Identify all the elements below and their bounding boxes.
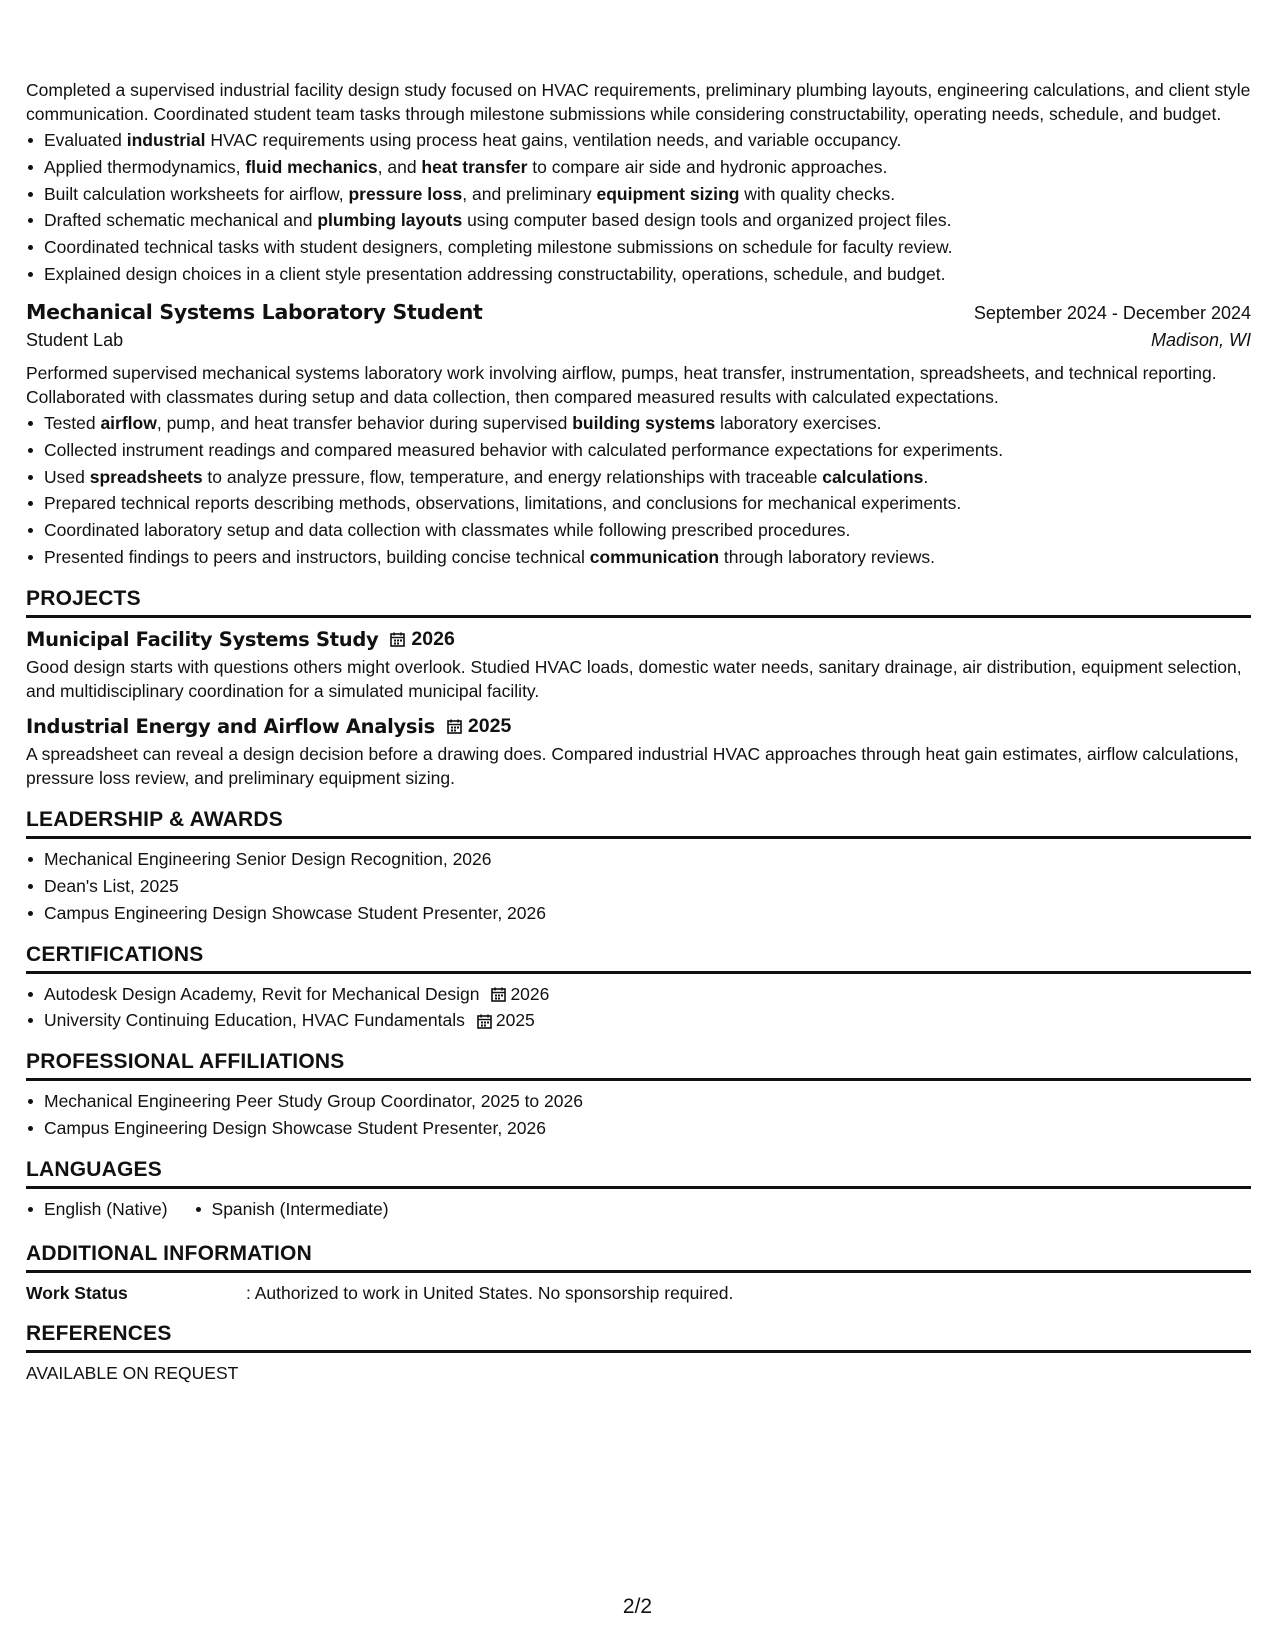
experience-bullets [26, 411, 1251, 569]
job-title: Mechanical Systems Laboratory Student [26, 299, 483, 324]
keyword: industrial [126, 130, 206, 150]
calendar-icon [390, 632, 405, 647]
list-item [44, 982, 1251, 1006]
keyword: heat transfer [421, 156, 528, 177]
list-item: Coordinated technical tasks with student designers, completing milestone submissions on schedule for faculty review. [44, 235, 1251, 259]
job-dates: September 2024 - December 2024 [973, 302, 1251, 323]
list-item: Campus Engineering Design Showcase Student Presenter, 2026 [44, 901, 1251, 925]
certifications-section [26, 943, 1251, 1033]
list-item [44, 1008, 1251, 1032]
keyword: fluid mechanics [245, 156, 378, 177]
list-item: Used spreadsheets to analyze pressure, flow, temperature, and energy relationships with traceable calculations. [44, 465, 1251, 489]
list-item: Collected instrument readings and compared measured behavior with calculated performance expectations for experiments. [44, 438, 1251, 462]
list-item: Evaluated industrial HVAC requirements using process heat gains, ventilation needs, and variable occupancy. [44, 128, 1251, 152]
section-heading: PROJECTS [26, 587, 1251, 618]
resume-page [26, 78, 1251, 1384]
job-subheader [26, 330, 1251, 351]
list-item: Tested airflow, pump, and heat transfer behavior during supervised building systems laboratory exercises. [44, 411, 1251, 435]
keyword: building systems [572, 412, 716, 433]
languages-section [26, 1158, 1251, 1224]
list-item: Presented findings to peers and instructors, building concise technical communication through laboratory reviews. [44, 545, 1251, 569]
section-heading: ADDITIONAL INFORMATION [26, 1242, 1251, 1273]
project-item [26, 628, 1251, 703]
experience-prev [26, 78, 1251, 286]
project-description: A spreadsheet can reveal a design decision before a drawing does. Compared industrial HVAC approaches through heat gain estimates, airflow calculations, pressure loss review, and preliminary equipment sizing. [26, 743, 1239, 788]
certification-name: University Continuing Education, HVAC Fundamentals [44, 1010, 465, 1031]
languages-list [26, 1197, 1251, 1224]
keyword: equipment sizing [596, 183, 740, 204]
keyword: communication [589, 546, 720, 567]
list-item: Campus Engineering Design Showcase Student Presenter, 2026 [44, 1116, 1251, 1140]
calendar-icon [491, 987, 506, 1002]
affiliations-list [26, 1089, 1251, 1140]
section-heading: LANGUAGES [26, 1158, 1251, 1189]
calendar-icon [477, 1014, 492, 1029]
additional-section [26, 1242, 1251, 1304]
section-heading: LEADERSHIP & AWARDS [26, 808, 1251, 839]
project-title: Industrial Energy and Airflow Analysis [26, 714, 435, 738]
list-item: Coordinated laboratory setup and data collection with classmates while following prescribed procedures. [44, 518, 1251, 542]
page-number: 2/2 [622, 1595, 653, 1618]
list-item: Mechanical Engineering Peer Study Group Coordinator, 2025 to 2026 [44, 1089, 1251, 1113]
certification-year: 2026 [510, 983, 550, 1004]
keyword: spreadsheets [89, 466, 203, 487]
list-item: Dean's List, 2025 [44, 874, 1251, 898]
project-year: 2026 [411, 627, 455, 650]
section-heading: REFERENCES [26, 1322, 1251, 1353]
certification-year: 2025 [495, 1010, 535, 1031]
list-item: Applied thermodynamics, fluid mechanics, and heat transfer to compare air side and hydronic approaches. [44, 155, 1251, 179]
keyword: pressure loss [348, 183, 463, 204]
project-description: Good design starts with questions others might overlook. Studied HVAC loads, domestic water needs, sanitary drainage, air distribution, equipment selection, and multidisciplinary coordination for a simulated municipal facility. [26, 656, 1242, 701]
awards-section [26, 808, 1251, 925]
list-item: Spanish (Intermediate) [211, 1199, 389, 1220]
references-section [26, 1322, 1251, 1384]
section-heading: CERTIFICATIONS [26, 943, 1251, 974]
keyword: airflow [100, 412, 157, 433]
calendar-icon [447, 719, 462, 734]
keyword: plumbing layouts [317, 210, 463, 231]
experience-lab [26, 300, 1251, 569]
keyword: calculations [822, 466, 924, 487]
certification-name: Autodesk Design Academy, Revit for Mechanical Design [44, 983, 480, 1004]
list-item: Mechanical Engineering Senior Design Recognition, 2026 [44, 847, 1251, 871]
experience-bullets [26, 128, 1251, 286]
awards-list [26, 847, 1251, 925]
list-item: Prepared technical reports describing methods, observations, limitations, and conclusions for mechanical experiments. [44, 491, 1251, 515]
job-location: Madison, WI [1150, 329, 1251, 350]
work-status-row [26, 1283, 1251, 1304]
section-heading: PROFESSIONAL AFFILIATIONS [26, 1050, 1251, 1081]
projects-section [26, 587, 1251, 790]
work-status-label: Work Status [26, 1282, 128, 1303]
work-status-value: : Authorized to work in United States. No sponsorship required. [246, 1282, 734, 1303]
list-item: English (Native) [44, 1199, 168, 1220]
references-text: AVAILABLE ON REQUEST [26, 1362, 239, 1383]
experience-description: Completed a supervised industrial facility design study focused on HVAC requirements, preliminary plumbing layouts, engineering calculations, and client style communication. Coordinated student team tasks through milestone submissions while considering constructability, operating needs, schedule, and budget. [26, 80, 1251, 124]
job-header [26, 300, 1251, 324]
project-title: Municipal Facility Systems Study [26, 627, 379, 651]
list-item: Explained design choices in a client style presentation addressing constructability, operations, schedule, and budget. [44, 262, 1251, 286]
job-organization: Student Lab [26, 329, 124, 350]
affiliations-section [26, 1050, 1251, 1140]
list-item: Drafted schematic mechanical and plumbing layouts using computer based design tools and organized project files. [44, 208, 1251, 232]
experience-description: Performed supervised mechanical systems laboratory work involving airflow, pumps, heat transfer, instrumentation, spreadsheets, and technical reporting. Collaborated with classmates during setup and data collection, then compared measured results with calculated expectations. [26, 362, 1217, 407]
certifications-list [26, 982, 1251, 1033]
list-item: Built calculation worksheets for airflow, pressure loss, and preliminary equipment sizing with quality checks. [44, 182, 1251, 206]
project-item [26, 715, 1251, 790]
project-year: 2025 [467, 714, 512, 737]
